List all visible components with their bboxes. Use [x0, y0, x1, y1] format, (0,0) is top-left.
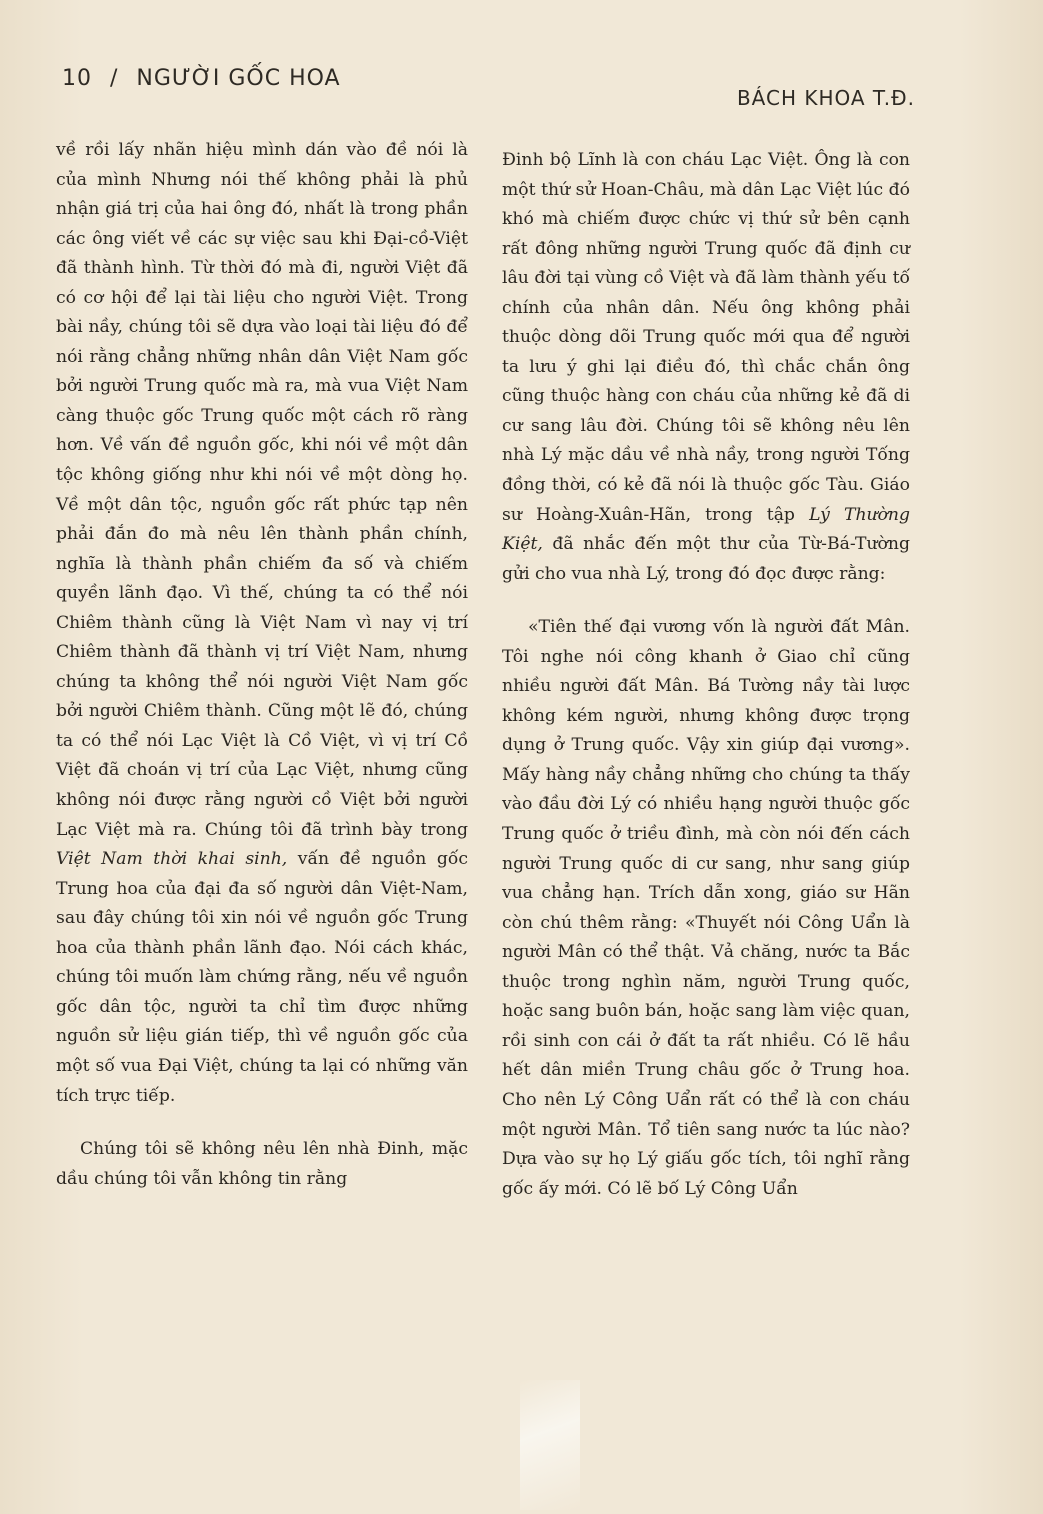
section-title: NGƯỜI GỐC HOA — [136, 66, 341, 91]
left-paragraph-2: Chúng tôi sẽ không nêu lên nhà Đinh, mặc dầu chúng tôi vẫn không tin rằng — [56, 1139, 468, 1189]
book-title-viet-nam-thoi-khai-sinh: Việt Nam thời khai sinh, — [56, 849, 288, 870]
header-separator: / — [110, 66, 119, 91]
left-p1-end: vấn đề nguồn gốc Trung hoa của đại đa số người dân Việt-Nam, sau đây chúng tôi xin nói về nguồn gốc Trung hoa của thành phần lãnh đạo. Nói cách khác, chúng tôi muốn làm chứng rằng, nếu về nguồn gốc dân tộc, người ta chỉ tìm được những nguồn sử liệu gián tiếp, thì về nguồn gốc của một số vua Đại Việt, chúng ta lại có những văn tích trực tiếp. — [56, 849, 468, 1106]
left-paragraph-1 — [56, 136, 468, 1111]
paper-tear — [520, 1380, 580, 1510]
right-paragraph-2-quotation: «Tiên thế đại vương vốn là người đất Mân. Tôi nghe nói công khanh ở Giao chỉ cũng nhiều người đất Mân. Bá Tường nầy tài lược không kém người, nhưng không được trọng dụng ở Trung quốc. Vậy xin giúp đại vương». Mấy hàng nầy chẳng những cho chúng ta thấy vào đầu đời Lý có nhiều hạng người thuộc gốc Trung quốc ở triều đình, mà còn nói đến cách người Trung quốc di cư sang, như sang giúp vua chẳng hạn. Trích dẫn xong, giáo sư Hãn còn chú thêm rằng: «Thuyết nói Công Uẩn là người Mân có thể thật. Vả chăng, nước ta Bắc thuộc trong nghìn năm, người Trung quốc, hoặc sang buôn bán, hoặc sang làm việc quan, rồi sinh con cái ở đất ta rất nhiều. Có lẽ hầu hết dân miền Trung châu gốc ở Trung hoa. Cho nên Lý Công Uẩn rất có thể là con cháu một người Mân. Tổ tiên sang nước ta lúc nào? Dựa vào sự họ Lý giấu gốc tích, tôi nghĩ rằng gốc ấy mới. Có lẽ bố Lý Công Uẩn — [502, 617, 910, 1199]
left-p1-text: về rồi lấy nhãn hiệu mình dán vào đề nói là của mình Nhưng nói thế không phải là phủ nhận giá trị của hai ông đó, nhất là trong phần các ông viết về các sự việc sau khi Đại-cồ-Việt đã thành hình. Từ thời đó mà đi, người Việt đã có cơ hội để lại tài liệu cho người Việt. Trong bài nầy, chúng tôi sẽ dựa vào loại tài liệu đó để nói rằng chẳng những nhân dân Việt Nam gốc bởi người Trung quốc mà ra, mà vua Việt Nam càng thuộc gốc Trung quốc một cách rõ ràng hơn. Về vấn đề nguồn gốc, khi nói về một dân tộc không giống như khi nói về một dòng họ. Về một dân tộc, nguồn gốc rất phức tạp nên phải đắn đo mà nêu lên thành phần chính, nghĩa là thành phần chiếm đa số và chiếm quyền lãnh đạo. Vì thế, chúng ta có thể nói Chiêm thành cũng là Việt Nam vì nay vị trí Chiêm thành đã thành vị trí Việt Nam, nhưng chúng ta không thể nói người Việt Nam gốc bởi người Chiêm thành. Cũng một lẽ đó, chúng ta có thể nói Lạc Việt là Cồ Việt, vì vị trí Cồ Việt đã choán vị trí của Lạc Việt, nhưng cũng không nói được rằng người cồ Việt bởi người Lạc Việt mà ra. Chúng tôi đã trình bày trong — [56, 140, 468, 840]
right-paragraph-1 — [502, 146, 910, 589]
right-p1-end: đã nhắc đến một thư của Từ-Bá-Tường gửi cho vua nhà Lý, trong đó đọc được rằng: — [502, 534, 910, 584]
publication-name: BÁCH KHOA T.Đ. — [736, 86, 915, 110]
right-column — [502, 146, 910, 1204]
page-number: 10 — [62, 66, 92, 91]
left-column — [56, 136, 468, 1194]
book-title-ly-thuong-kiet: Lý Thường Kiệt, — [502, 504, 911, 555]
running-header — [62, 66, 341, 91]
right-p1-text: Đinh bộ Lĩnh là con cháu Lạc Việt. Ông là con một thứ sử Hoan-Châu, mà dân Lạc Việt lúc đó khó mà chiếm được chức vị thứ sử bên cạnh rất đông những người Trung quốc đã định cư lâu đời tại vùng cồ Việt và đã làm thành yếu tố chính của nhân dân. Nếu ông không phải thuộc dòng dõi Trung quốc mới qua để người ta lưu ý ghi lại điều đó, thì chắc chắn ông cũng thuộc hàng con cháu của những kẻ đã di cư sang lâu đời. Chúng tôi sẽ không nêu lên nhà Lý mặc dầu về nhà nầy, trong người Tống đồng thời, có kẻ đã nói là thuộc gốc Tàu. Giáo sư Hoàng-Xuân-Hãn, trong tập — [502, 150, 910, 525]
